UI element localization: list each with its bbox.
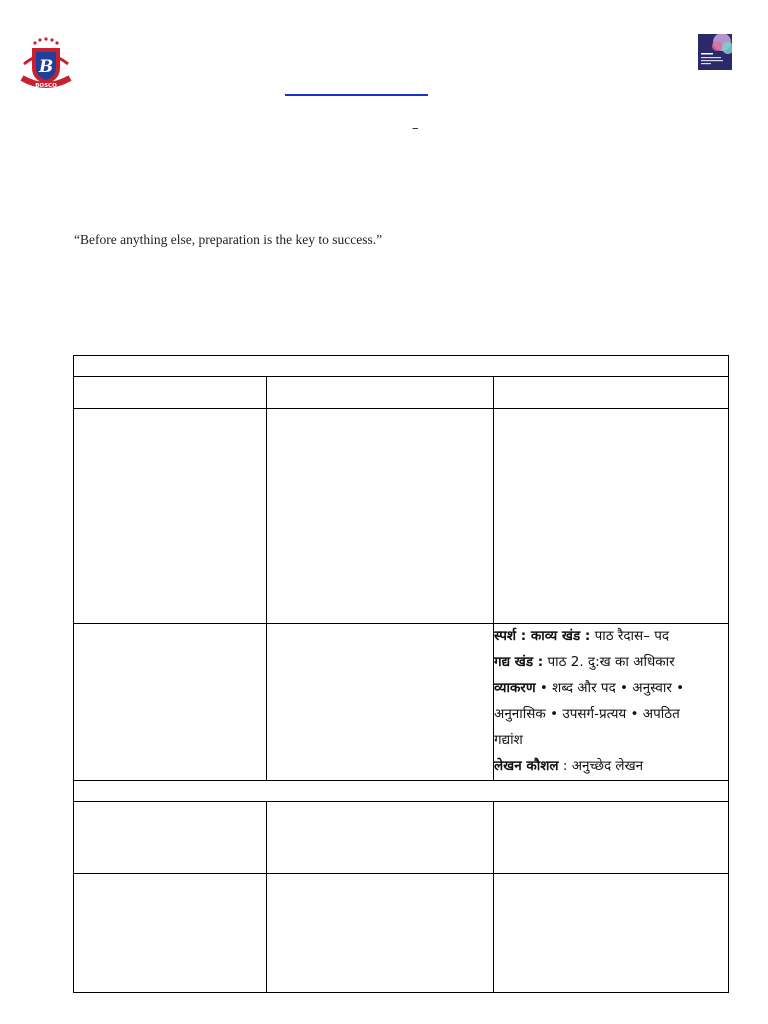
table-title-cell [74, 356, 729, 377]
table-cell [494, 874, 729, 993]
svg-text:BOSCO: BOSCO [35, 83, 57, 89]
table-section-cell [74, 781, 729, 802]
hindi-line-prose: गद्य खंड : पाठ 2. दु:ख का अधिकार [494, 654, 675, 670]
table-section-row [74, 781, 729, 802]
table-cell [494, 409, 729, 624]
table-cell [267, 624, 494, 781]
table-cell [74, 802, 267, 874]
partner-school-logo [698, 34, 732, 70]
school-crest-icon [22, 37, 70, 89]
hindi-line-grammar: व्याकरण • शब्द और पद • अनुस्वार • [494, 680, 685, 696]
table-row [74, 874, 729, 993]
table-cell [74, 624, 267, 781]
hindi-line-writing: लेखन कौशल : अनुच्छेद लेखन [494, 758, 644, 774]
hyperlink-underline[interactable] [285, 94, 428, 96]
hindi-line-poetry: स्पर्श : काव्य खंड : पाठ रैदास– पद [494, 628, 670, 644]
hindi-syllabus-cell [494, 624, 729, 781]
header-cell-1 [74, 377, 267, 409]
hindi-line-grammar-end: गद्यांश [494, 732, 523, 748]
syllabus-table [73, 355, 729, 993]
table-cell [494, 802, 729, 874]
table-row-hindi [74, 624, 729, 781]
table-header-row [74, 377, 729, 409]
table-row [74, 802, 729, 874]
table-cell [267, 802, 494, 874]
table-cell [267, 409, 494, 624]
dash-mark: – [412, 121, 419, 136]
header-cell-2 [267, 377, 494, 409]
header-cell-3 [494, 377, 729, 409]
school-logo [18, 34, 74, 90]
hindi-line-grammar-cont: अनुनासिक • उपसर्ग-प्रत्यय • अपठित [494, 706, 680, 722]
table-row [74, 409, 729, 624]
table-cell [74, 874, 267, 993]
table-title-row [74, 356, 729, 377]
svg-text:B: B [38, 57, 54, 77]
table-cell [74, 409, 267, 624]
motivational-quote: “Before anything else, preparation is the key to success.” [74, 232, 383, 247]
table-cell [267, 874, 494, 993]
